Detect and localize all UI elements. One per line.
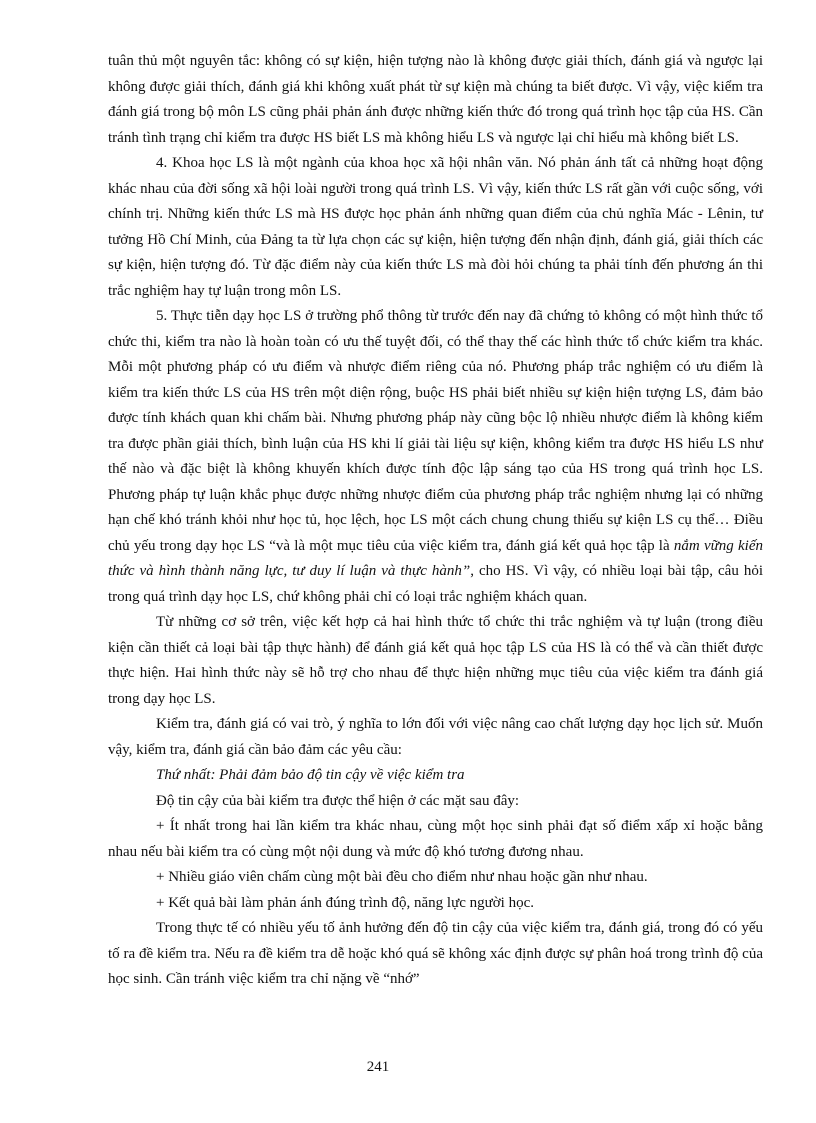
paragraph-combination: Từ những cơ sở trên, việc kết hợp cả hai hình thức tổ chức thi trắc nghiệm và tự luận (trong điều kiện cần thiết cả loại bài tập thực hành) để đánh giá kết quả học tập LS của HS là có thể và cần thiết được thực hiện. Hai hình thức này sẽ hỗ trợ cho nhau để thực hiện những mục tiêu của việc kiểm tra đánh giá trong dạy học LS. xyxy=(108,614,763,707)
paragraph-reliability-intro: Độ tin cậy của bài kiểm tra được thể hiện ở các mặt sau đây: xyxy=(156,792,520,809)
bullet-two-tests: + Ít nhất trong hai lần kiểm tra khác nhau, cùng một học sinh phải đạt số điểm xấp xỉ hoặc bằng nhau nếu bài kiểm tra có cùng một nội dung và mức độ khó tương đương nhau. xyxy=(108,818,763,860)
paragraph-principle: tuân thủ một nguyên tắc: không có sự kiện, hiện tượng nào là không được giải thích, đánh giá và ngược lại không được giải thích, đánh giá khi không xuất phát từ sự kiện mà chúng ta biết được. Vì vậy, việc kiểm tra đánh giá trong bộ môn LS cũng phải phản ánh được những kiến thức đó trong quá trình học tập của HS. Cần tránh tình trạng chỉ kiểm tra được HS biết LS mà không hiểu LS và ngược lại chỉ hiểu mà không biết LS. xyxy=(108,53,763,146)
bullet-many-teachers: + Nhiều giáo viên chấm cùng một bài đều cho điểm như nhau hoặc gần như nhau. xyxy=(156,869,648,885)
paragraph-point-5-text: 5. Thực tiễn dạy học LS ở trường phổ thông từ trước đến nay đã chứng tỏ không có một hình thức tổ chức thi, kiểm tra nào là hoàn toàn có ưu thế tuyệt đối, có thể thay thế các hình thức tổ chức kiểm tra khác. Mỗi một phương pháp có ưu điểm và nhược điểm riêng của nó. Phương pháp trắc nghiệm có ưu điểm là kiểm tra kiến thức LS của HS trên một diện rộng, buộc HS phải biết nhiều sự kiện hiện tượng LS, đảm bảo được tính khách quan khi chấm bài. Nhưng phương pháp này cũng bộc lộ nhiều nhược điểm là không kiểm tra được phần giải thích, bình luận của HS khi lí giải tài liệu sự kiện, không kiểm tra được HS hiểu LS như thế nào và đặc biệt là không khuyến khích được tính độc lập sáng tạo của HS trong quá trình học LS. Phương pháp tự luận khắc phục được những nhược điểm của phương pháp trắc nghiệm nhưng lại có những hạn chế khó tránh khỏi như học tủ, học lệch, học LS một cách chung chung thiếu sự kiện LS cụ thể… Điều chủ yếu trong dạy học LS “và là một mục tiêu của việc kiểm tra, đánh giá kết quả học tập là xyxy=(108,308,763,554)
paragraph-point-4: 4. Khoa học LS là một ngành của khoa học xã hội nhân văn. Nó phản ánh tất cả những hoạt động khác nhau của đời sống xã hội loài người trong quá trình LS. Vì vậy, kiến thức LS rất gần với cuộc sống, với chính trị. Những kiến thức LS mà HS được học phản ánh những quan điểm của chủ nghĩa Mác - Lênin, tư tưởng Hồ Chí Minh, của Đảng ta từ lựa chọn các sự kiện, hiện tượng đến nhận định, đánh giá, giải thích các sự kiện, hiện tượng đó. Từ đặc điểm này của kiến thức LS mà đòi hỏi chúng ta phải tính đến phương án thi trắc nghiệm hay tự luận trong môn LS. xyxy=(108,155,763,299)
page-number: 241 xyxy=(366,1059,390,1075)
subheading-reliability: Thứ nhất: Phải đảm bảo độ tin cậy về việc kiểm tra xyxy=(156,767,465,783)
paragraph-factors: Trong thực tế có nhiều yếu tố ảnh hưởng đến độ tin cậy của việc kiểm tra, đánh giá, trong đó có yếu tố ra đề kiểm tra. Nếu ra đề kiểm tra dễ hoặc khó quá sẽ không xác định được sự phân hoá trong trình độ của học sinh. Cần tránh việc kiểm tra chỉ nặng về “nhớ” xyxy=(108,920,763,987)
body-text xyxy=(108,49,763,993)
paragraph-requirements: Kiểm tra, đánh giá có vai trò, ý nghĩa to lớn đối với việc nâng cao chất lượng dạy học lịch sử. Muốn vậy, kiểm tra, đánh giá cần bảo đảm các yêu cầu: xyxy=(108,716,763,758)
paragraph-point-5-tail: , cho HS. Vì vậy, có nhiều loại bài tập, câu hỏi trong quá trình dạy học LS, chứ không phải chỉ có loại trắc nghiệm khách quan. xyxy=(108,563,763,605)
paragraph-point-5 xyxy=(108,304,763,610)
quoted-objective: nắm vững kiến thức và hình thành năng lực, tư duy lí luận và thực hành” xyxy=(108,537,763,579)
bullet-result-reflects: + Kết quả bài làm phản ánh đúng trình độ, năng lực người học. xyxy=(156,894,534,911)
